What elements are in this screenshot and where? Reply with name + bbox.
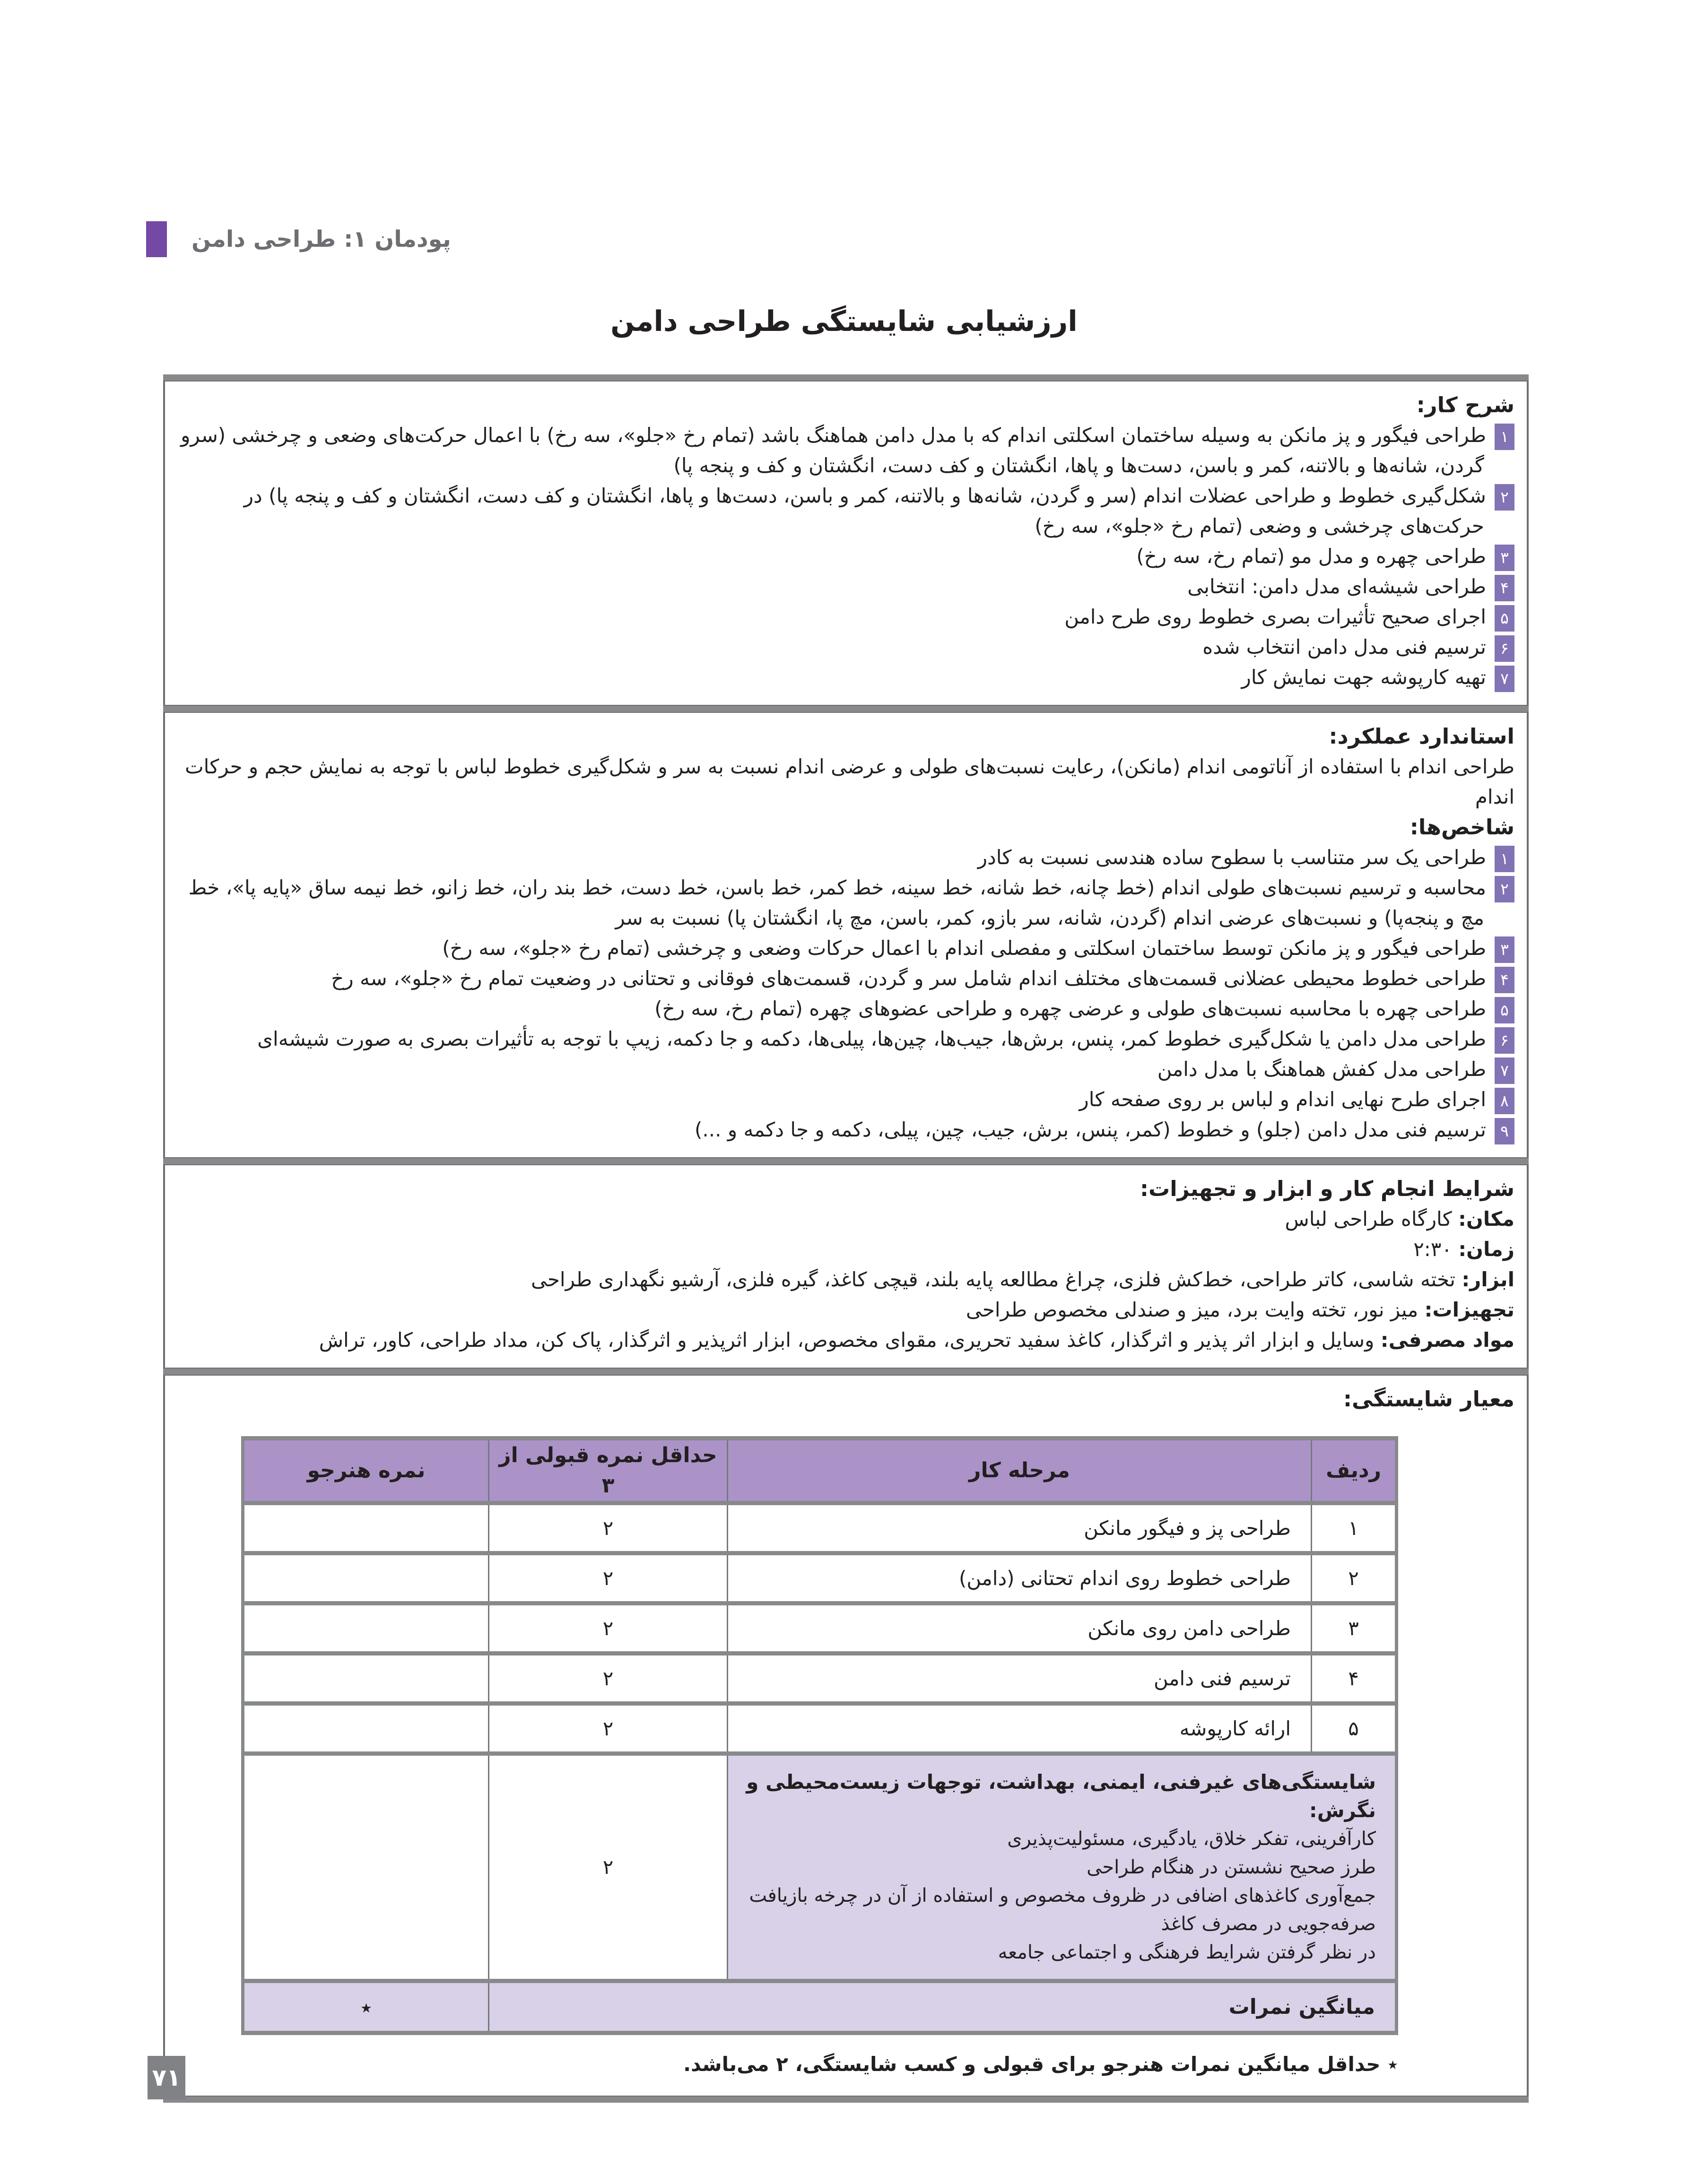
task-item	[177, 541, 1514, 572]
item-number-badge: ۴	[1495, 967, 1514, 993]
non-technical-competencies-cell	[728, 1754, 1397, 1981]
section-work-description	[163, 381, 1529, 706]
item-number-badge: ۵	[1495, 997, 1514, 1023]
student-score-cell	[243, 1553, 489, 1603]
indicator-item-text: طراحی یک سر متناسب با سطوح ساده هندسی نسبت به کادر	[977, 846, 1486, 869]
condition-text: ۲:۳۰	[1413, 1238, 1453, 1261]
condition-line	[177, 1295, 1514, 1325]
average-score-row	[243, 1981, 1397, 2033]
module-header	[146, 221, 451, 257]
non-technical-title: شایستگی‌های غیرفنی، ایمنی، بهداشت، توجهات زیست‌محیطی و نگرش:	[746, 1770, 1376, 1822]
task-item-text: تهیه کارپوشه جهت نمایش کار	[1241, 666, 1486, 689]
indicator-item-text: طراحی فیگور و پز مانکن توسط ساختمان اسکلتی و مفصلی اندام با اعمال حرکات وضعی و چرخشی (تمام رخ «جلو»، سه رخ)	[442, 936, 1486, 960]
condition-line	[177, 1234, 1514, 1265]
average-score-label: میانگین نمرات	[489, 1981, 1397, 2033]
section-competency-criteria	[163, 1375, 1529, 2097]
non-technical-competencies-row	[243, 1754, 1397, 1981]
indicator-item-text: طراحی مدل کفش هماهنگ با مدل دامن	[1157, 1057, 1486, 1081]
section-divider	[163, 374, 1529, 381]
column-header-student-score: نمره هنرجو	[243, 1439, 489, 1503]
table-row	[243, 1704, 1397, 1754]
non-technical-line: جمع‌آوری کاغذهای اضافی در ظروف مخصوص و استفاده از آن در چرخه بازیافت	[749, 1885, 1376, 1907]
footnote: ٭ حداقل میانگین نمرات هنرجو برای قبولی و کسب شایستگی، ۲ می‌باشد.	[683, 2053, 1398, 2076]
non-technical-line: در نظر گرفتن شرایط فرهنگی و اجتماعی جامعه	[998, 1941, 1376, 1963]
condition-label: مکان:	[1458, 1207, 1514, 1231]
work-stage-cell: طراحی پز و فیگور مانکن	[728, 1503, 1312, 1553]
indicator-item-text: طراحی خطوط محیطی عضلانی قسمت‌های مختلف اندام شامل سر و گردن، قسمت‌های فوقانی و تحتانی در وضعیت تمام رخ «جلو»، سه رخ	[331, 967, 1486, 990]
item-number-badge: ۲	[1495, 876, 1514, 902]
row-number-cell: ۳	[1312, 1603, 1397, 1654]
row-number-cell: ۱	[1312, 1503, 1397, 1553]
indicator-item	[177, 963, 1514, 994]
section-divider	[163, 2097, 1529, 2103]
task-item-text: طراحی فیگور و پز مانکن به وسیله ساختمان اسکلتی اندام که با مدل دامن هماهنگ باشد (تمام رخ «جلو»، سه رخ) با اعمال حرکت‌های وضعی و چرخشی (سرو گردن، شانه‌ها و بالاتنه، کمر و باسن، دست‌ها و پاها، انگشتان و کف دست، انگشتان و کف و پنجه پا)	[181, 424, 1486, 477]
condition-label: تجهیزات:	[1424, 1298, 1514, 1321]
condition-text: میز نور، تخته وایت برد، میز و صندلی مخصوص طراحی	[966, 1298, 1418, 1321]
indicators-heading: شاخص‌ها:	[1410, 815, 1514, 840]
indicator-item-text: طراحی مدل دامن یا شکل‌گیری خطوط کمر، پنس، برش‌ها، جیب‌ها، چین‌ها، پیلی‌ها، دکمه و جا دکمه، زیپ با توجه به تأثیرات بصری به صورت شیشه‌ای	[257, 1027, 1486, 1050]
non-technical-line: صرفه‌جویی در مصرف کاغذ	[1161, 1913, 1376, 1935]
task-item	[177, 662, 1514, 693]
item-number-badge: ۲	[1495, 484, 1514, 511]
student-score-cell	[243, 1654, 489, 1704]
row-number-cell: ۵	[1312, 1704, 1397, 1754]
item-number-badge: ۱	[1495, 846, 1514, 872]
item-number-badge: ۷	[1495, 1057, 1514, 1084]
indicator-item	[177, 842, 1514, 873]
min-score-cell: ۲	[489, 1503, 728, 1553]
non-technical-line: طرز صحیح نشستن در هنگام طراحی	[1087, 1856, 1376, 1878]
standard-text: طراحی اندام با استفاده از آناتومی اندام (مانکن)، رعایت نسبت‌های طولی و عرضی اندام نسبت به سر و شکل‌گیری خطوط لباس با توجه به نمایش حجم و حرکات اندام	[185, 755, 1514, 808]
table-row	[243, 1603, 1397, 1654]
column-header-min-score: حداقل نمره قبولی از ۳	[489, 1439, 728, 1503]
item-number-badge: ۸	[1495, 1088, 1514, 1114]
average-score-star: ٭	[243, 1981, 489, 2033]
task-item-text: طراحی چهره و مدل مو (تمام رخ، سه رخ)	[1136, 545, 1486, 568]
item-number-badge: ۴	[1495, 575, 1514, 601]
table-row	[243, 1553, 1397, 1603]
module-accent-square	[146, 221, 167, 257]
evaluation-sheet	[163, 374, 1529, 2103]
item-number-badge: ۳	[1495, 545, 1514, 571]
row-number-cell: ۲	[1312, 1553, 1397, 1603]
row-number-cell: ۴	[1312, 1654, 1397, 1704]
indicator-item	[177, 1084, 1514, 1115]
task-item	[177, 632, 1514, 662]
item-number-badge: ۳	[1495, 936, 1514, 963]
work-stage-cell: طراحی خطوط روی اندام تحتانی (دامن)	[728, 1553, 1312, 1603]
indicator-item	[177, 1024, 1514, 1054]
task-item	[177, 481, 1514, 541]
task-item-text: طراحی شیشه‌ای مدل دامن: انتخابی	[1187, 575, 1486, 598]
indicator-item	[177, 873, 1514, 933]
indicator-item	[177, 994, 1514, 1024]
min-score-cell: ۲	[489, 1553, 728, 1603]
work-stage-cell: طراحی دامن روی مانکن	[728, 1603, 1312, 1654]
indicator-item-text: طراحی چهره با محاسبه نسبت‌های طولی و عرضی چهره و طراحی عضوهای چهره (تمام رخ، سه رخ)	[654, 997, 1486, 1020]
student-score-cell	[243, 1704, 489, 1754]
student-score-cell	[243, 1603, 489, 1654]
table-row	[243, 1654, 1397, 1704]
indicator-item-text: محاسبه و ترسیم نسبت‌های طولی اندام (خط چانه، خط شانه، خط سینه، خط کمر، خط باسن، خط دست، خط بند ران، خط زانو، خط نیمه ساق «پایه پا»، خط مچ و پنجه‌پا) و نسبت‌های عرضی اندام (گردن، شانه، سر بازو، کمر، باسن، مچ پا، انگشتان پا) نسبت به سر	[188, 876, 1486, 929]
indicator-item	[177, 1054, 1514, 1084]
section-heading: شرح کار:	[1416, 392, 1514, 417]
table-row	[243, 1503, 1397, 1553]
indicator-item	[177, 933, 1514, 963]
indicator-item-text: ترسیم فنی مدل دامن (جلو) و خطوط (کمر، پنس، برش، جیب، چین، پیلی، دکمه و جا دکمه و ...)	[695, 1118, 1486, 1141]
section-heading: معیار شایستگی:	[1343, 1387, 1514, 1412]
condition-label: مواد مصرفی:	[1380, 1328, 1514, 1352]
item-number-badge: ۶	[1495, 635, 1514, 662]
task-item	[177, 602, 1514, 632]
condition-line	[177, 1204, 1514, 1234]
condition-line	[177, 1325, 1514, 1355]
section-divider	[163, 706, 1529, 712]
task-item	[177, 572, 1514, 602]
indicator-item-text: اجرای طرح نهایی اندام و لباس بر روی صفحه کار	[1079, 1088, 1486, 1111]
section-conditions	[163, 1164, 1529, 1369]
work-stage-cell: ارائه کارپوشه	[728, 1704, 1312, 1754]
task-item-text: ترسیم فنی مدل دامن انتخاب شده	[1202, 635, 1486, 659]
task-item-text: شکل‌گیری خطوط و طراحی عضلات اندام (سر و گردن، شانه‌ها و بالاتنه، کمر و باسن، دست‌ها و پاها، انگشتان و کف دست، انگشتان و کف و پنجه پا) در حرکت‌های چرخشی و وضعی (تمام رخ «جلو»، سه رخ)	[244, 484, 1486, 537]
task-item	[177, 420, 1514, 481]
condition-text: تخته شاسی، کاتر طراحی، خط‌کش فلزی، چراغ مطالعه پایه بلند، قیچی کاغذ، گیره فلزی، آرشیو نگهداری طراحی	[531, 1268, 1455, 1291]
column-header-work-stage: مرحله کار	[728, 1439, 1312, 1503]
condition-text: کارگاه طراحی لباس	[1285, 1207, 1452, 1231]
section-divider	[163, 1369, 1529, 1375]
table-header-row	[243, 1439, 1397, 1503]
condition-text: وسایل و ابزار اثر پذیر و اثرگذار، کاغذ سفید تحریری، مقوای مخصوص، ابزار اثرپذیر و اثرگذار، پاک کن، مداد طراحی، کاور، تراش	[319, 1328, 1375, 1352]
min-score-cell: ۲	[489, 1603, 728, 1654]
page-number: ۷۱	[148, 2056, 185, 2099]
condition-label: زمان:	[1458, 1238, 1514, 1261]
min-score-cell: ۲	[489, 1754, 728, 1981]
item-number-badge: ۱	[1495, 424, 1514, 450]
student-score-cell	[243, 1503, 489, 1553]
page-title: ارزشیابی شایستگی طراحی دامن	[610, 305, 1078, 338]
module-title: پودمان ۱: طراحی دامن	[191, 226, 451, 252]
work-stage-cell: ترسیم فنی دامن	[728, 1654, 1312, 1704]
section-heading: شرایط انجام کار و ابزار و تجهیزات:	[1140, 1176, 1514, 1201]
competency-table	[241, 1436, 1398, 2035]
item-number-badge: ۵	[1495, 605, 1514, 632]
condition-line	[177, 1265, 1514, 1295]
column-header-row-number: ردیف	[1312, 1439, 1397, 1503]
section-performance-standard	[163, 712, 1529, 1158]
item-number-badge: ۶	[1495, 1027, 1514, 1054]
task-item-text: اجرای صحیح تأثیرات بصری خطوط روی طرح دامن	[1064, 605, 1486, 628]
item-number-badge: ۹	[1495, 1118, 1514, 1144]
section-heading: استاندارد عملکرد:	[1329, 724, 1514, 749]
student-score-cell	[243, 1754, 489, 1981]
min-score-cell: ۲	[489, 1704, 728, 1754]
non-technical-line: کارآفرینی، تفکر خلاق، یادگیری، مسئولیت‌پذیری	[1007, 1828, 1376, 1850]
section-divider	[163, 1158, 1529, 1164]
condition-label: ابزار:	[1462, 1268, 1514, 1291]
indicator-item	[177, 1115, 1514, 1145]
min-score-cell: ۲	[489, 1654, 728, 1704]
item-number-badge: ۷	[1495, 666, 1514, 692]
